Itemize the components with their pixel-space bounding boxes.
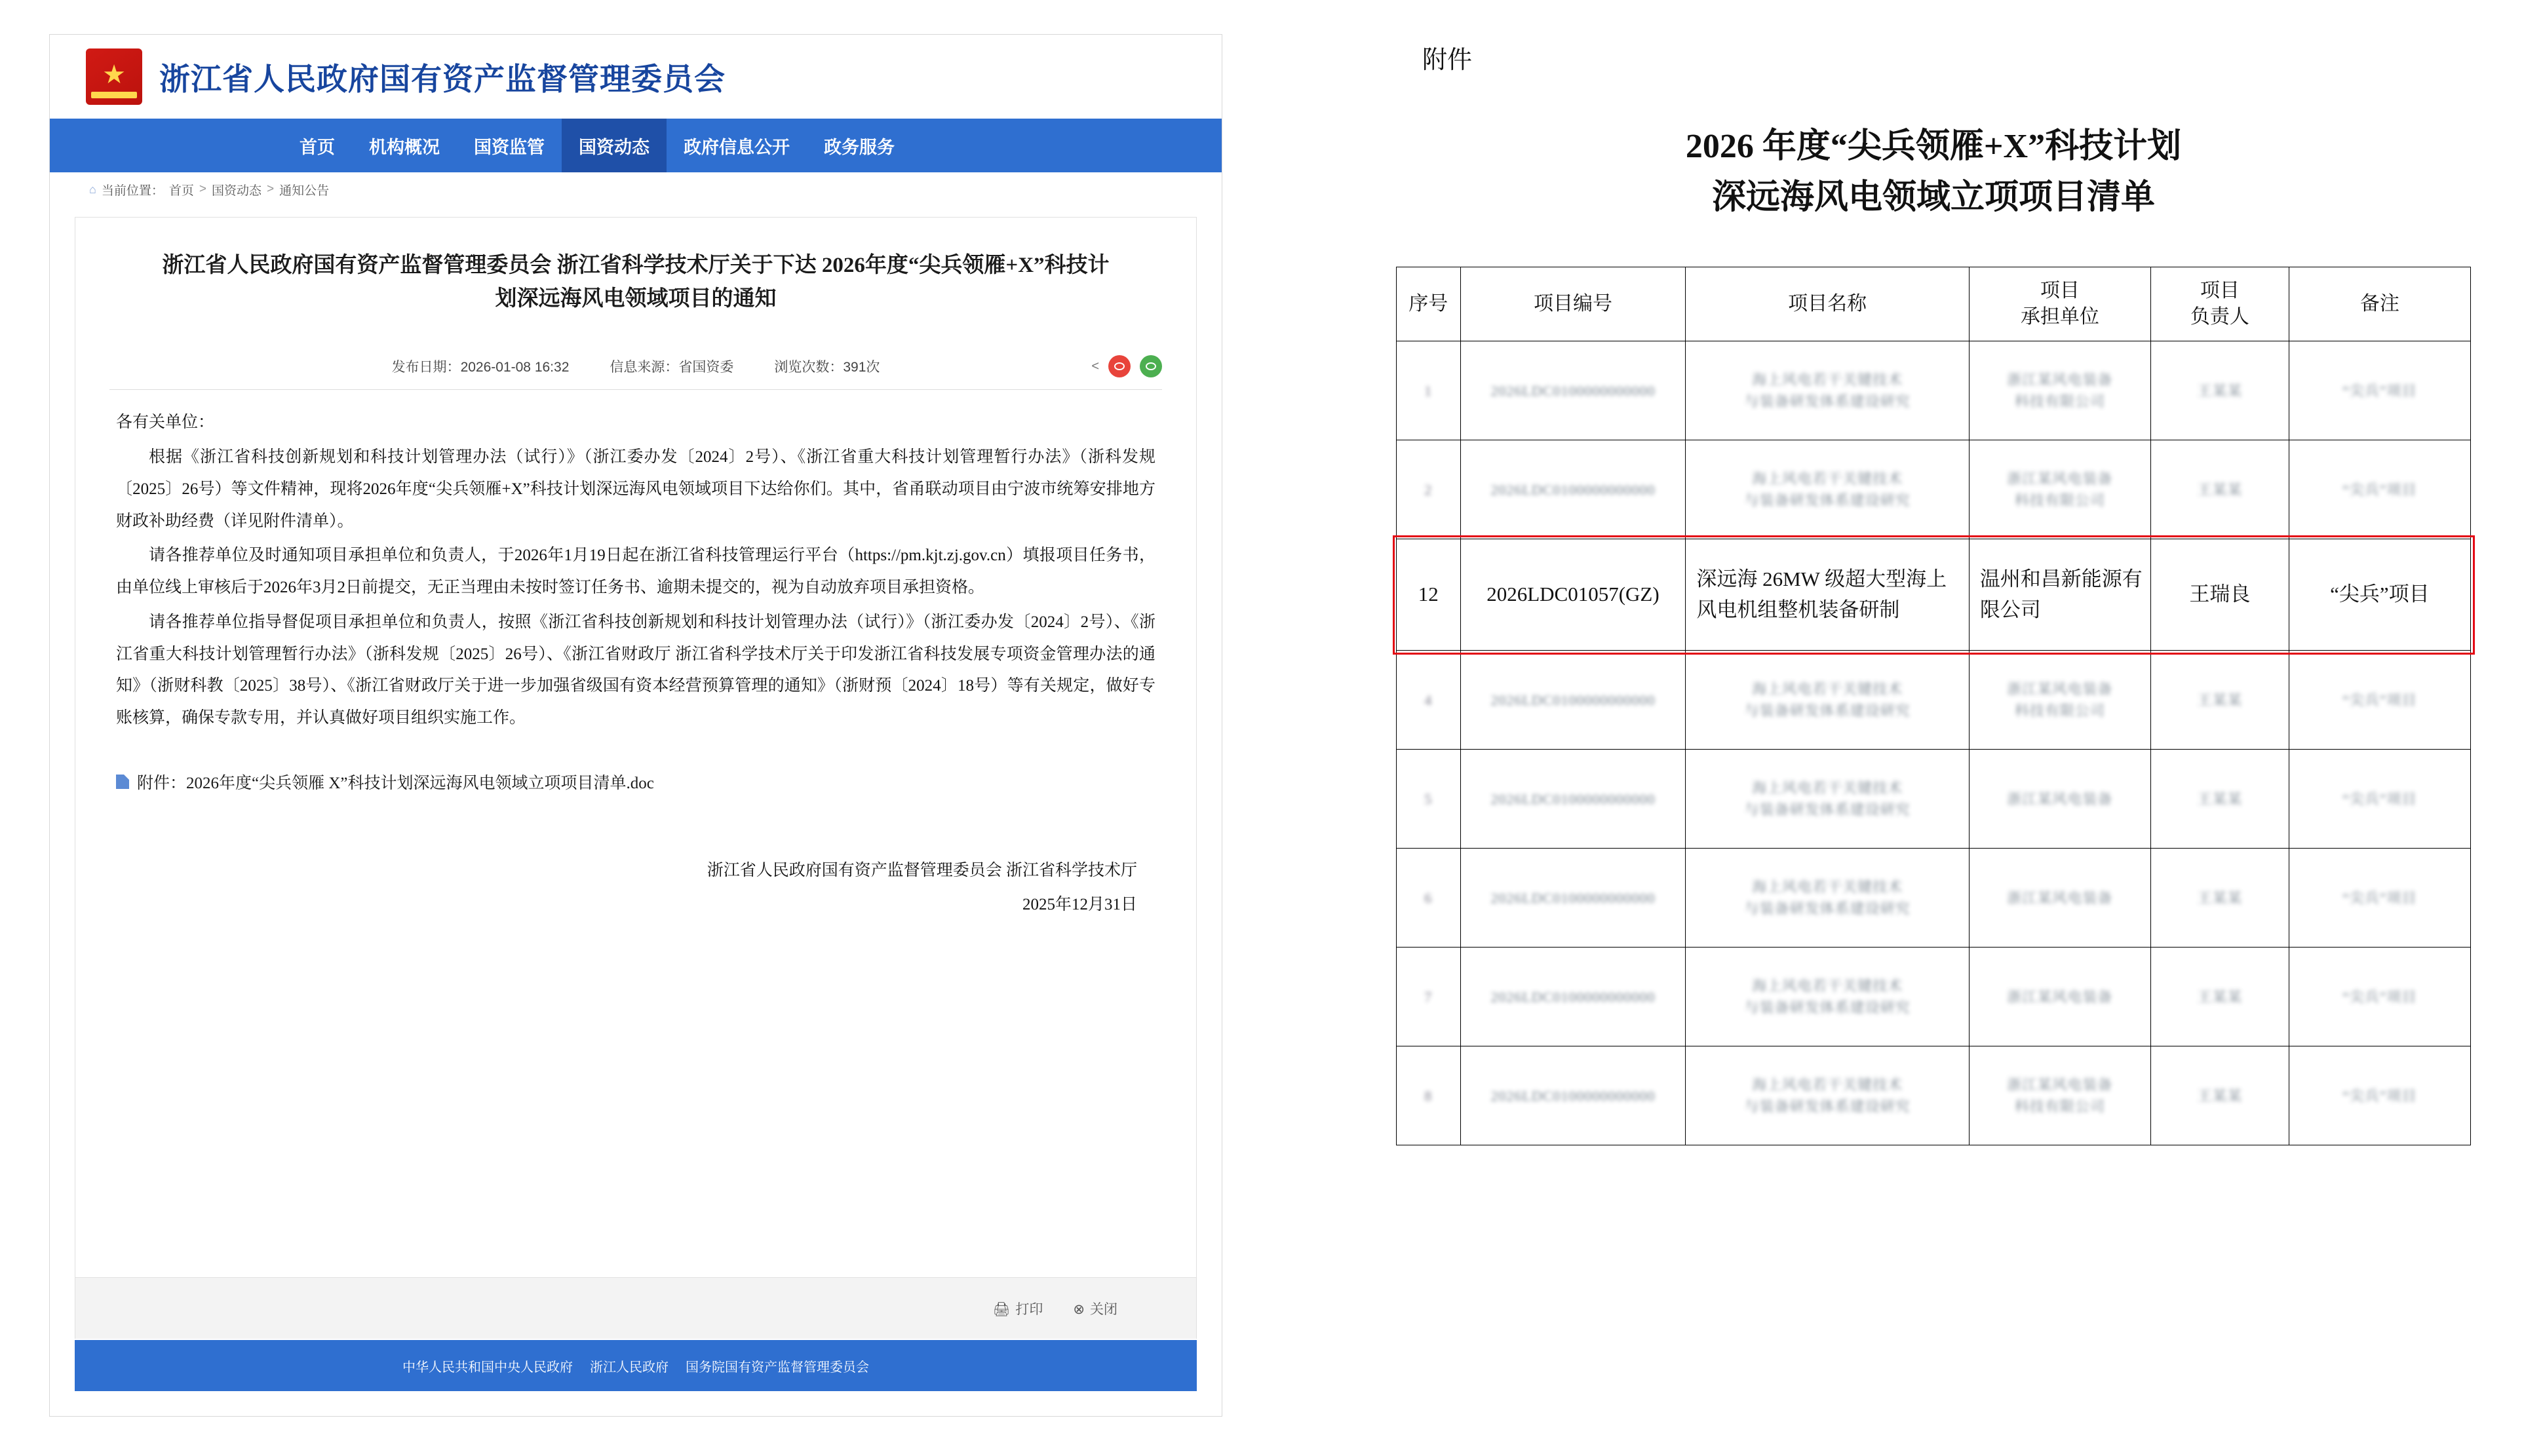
attachment-title-line1: 2026 年度“尖兵领雁+X”科技计划 [1685,128,2182,165]
signature-date: 2025年12月31日 [1022,896,1137,914]
header-name: 项目名称 [1686,267,1969,341]
article-card [75,217,1197,1339]
cell-no: 8 [1397,1046,1461,1145]
document-icon [116,775,129,789]
cell-no: 2 [1397,440,1461,539]
cell-name: 海上风电若干关键技术 与装备研发体系建设研究 [1686,651,1969,750]
nav-item-services[interactable]: 政务服务 [824,137,895,157]
cell-name: 海上风电若干关键技术 与装备研发体系建设研究 [1686,440,1969,539]
nav-item-news[interactable]: 国资动态 [562,119,667,172]
main-navigation[interactable] [50,119,1222,172]
project-list-table [1396,267,2471,1145]
table-row [1397,1046,2471,1145]
cell-note: “尖兵”项目 [2289,440,2470,539]
close-icon: ⊗ [1073,1301,1085,1317]
share-icon[interactable]: < [1091,358,1099,374]
printer-icon: 🖨 [992,1301,1011,1317]
cell-person: 王某某 [2151,341,2289,440]
share-group[interactable] [1091,355,1162,377]
header-note: 备注 [2289,267,2470,341]
header-person: 项目 负责人 [2151,267,2289,341]
cell-person: 王某某 [2151,1046,2289,1145]
cell-person: 王某某 [2151,948,2289,1046]
table-row [1397,341,2471,440]
header-code: 项目编号 [1460,267,1686,341]
article-title [75,218,1196,316]
breadcrumb-item-0[interactable]: 首页 [168,183,194,198]
cell-code: 2026LDC0100000000000 [1460,948,1686,1046]
cell-code: 2026LDC0100000000000 [1460,341,1686,440]
body-paragraph-1: 根据《浙江省科技创新规划和科技计划管理办法（试行）》（浙江委办发〔2024〕2号）、《浙江省重大科技计划管理暂行办法》（浙科发规〔2025〕26号）等文件精神，现将2026年度“尖兵领雁+X”科技计划深远海风电领域项目下达给你们。其中，省甬联动项目由宁波市统筹安排地方财政补助经费（详见附件清单）。 [116,448,1155,530]
body-paragraph-2: 请各推荐单位及时通知项目承担单位和负责人，于2026年1月19日起在浙江省科技管理运行平台（https://pm.kjt.zj.gov.cn）填报项目任务书，由单位线上审核后于2026年3月2日前提交，无正当理由未按时签订任务书、逾期未提交的，视为自动放弃项目承担资格。 [116,546,1155,597]
article-meta [109,342,1162,390]
print-button[interactable]: 🖨 打印 [992,1301,1043,1317]
cell-note: “尖兵”项目 [2289,948,2470,1046]
breadcrumb-separator-2: > [267,182,275,196]
attachment-document [1363,39,2504,1415]
cell-person: 王瑞良 [2151,539,2289,651]
site-title: 浙江省人民政府国有资产监督管理委员会 [159,62,726,97]
site-header [50,35,1222,119]
nav-item-org-overview[interactable]: 机构概况 [369,137,440,157]
national-emblem-icon [86,48,142,105]
cell-name: 海上风电若干关键技术 与装备研发体系建设研究 [1686,341,1969,440]
cell-no: 12 [1397,539,1461,651]
cell-no: 7 [1397,948,1461,1046]
breadcrumb-item-1[interactable]: 国资动态 [212,183,262,198]
nav-item-supervision[interactable]: 国资监管 [474,137,545,157]
close-button[interactable]: ⊗ 关闭 [1073,1301,1117,1317]
attachment-title [1363,121,2504,223]
cell-note: “尖兵”项目 [2289,750,2470,849]
footer-link-0[interactable]: 中华人民共和国中央人民政府 [402,1360,573,1375]
body-paragraph-3: 请各推荐单位指导督促项目承担单位和负责人，按照《浙江省科技创新规划和科技计划管理办法（试行）》（浙江委办发〔2024〕2号）、《浙江省重大科技计划管理暂行办法》（浙科发规〔2025〕26号）、《浙江省财政厅 浙江省科学技术厅关于印发浙江省科技发展专项资金管理办法的通知》（浙财科教〔2025〕38号）、《浙江省财政厅关于进一步加强省级国有资本经营预算管理的通知》（浙财预〔2024〕18号）等有关规定，做好专账核算，确保专款专用，并认真做好项目组织实施工作。 [116,613,1155,727]
cell-note: “尖兵”项目 [2289,341,2470,440]
attachment-label[interactable]: 附件：2026年度“尖兵领雁 X”科技计划深远海风电领域立项项目清单.doc [137,774,654,792]
header-unit: 项目 承担单位 [1969,267,2150,341]
cell-note: “尖兵”项目 [2289,1046,2470,1145]
cell-code: 2026LDC0100000000000 [1460,440,1686,539]
cell-no: 1 [1397,341,1461,440]
gov-website-screenshot [49,34,1222,1417]
highlighted-project-row [1397,539,2471,651]
cell-unit: 浙江某风电装备 科技有限公司 [1969,341,2150,440]
article-body [75,407,1196,735]
cell-unit: 浙江某风电装备 [1969,750,2150,849]
table-row [1397,948,2471,1046]
table-row [1397,440,2471,539]
table-row [1397,849,2471,948]
cell-unit: 浙江某风电装备 科技有限公司 [1969,651,2150,750]
cell-person: 王某某 [2151,440,2289,539]
article-action-bar[interactable] [75,1277,1196,1339]
cell-unit: 浙江某风电装备 [1969,849,2150,948]
article-title-line2: 划深远海风电领域项目的通知 [495,287,777,311]
nav-item-home[interactable]: 首页 [300,137,335,157]
home-icon: ⌂ [89,182,96,196]
view-count: 浏览次数：391次 [774,360,880,375]
cell-code: 2026LDC01057(GZ) [1460,539,1686,651]
signature-block [75,854,1196,923]
source: 信息来源：省国资委 [610,360,734,375]
cell-unit: 浙江某风电装备 科技有限公司 [1969,1046,2150,1145]
article-title-line1: 浙江省人民政府国有资产监督管理委员会 浙江省科学技术厅关于下达 2026年度“尖兵领雁+X”科技计 [162,254,1110,277]
cell-code: 2026LDC0100000000000 [1460,849,1686,948]
table-row [1397,651,2471,750]
cell-unit: 浙江某风电装备 科技有限公司 [1969,440,2150,539]
nav-item-gov-info[interactable]: 政府信息公开 [684,137,790,157]
cell-no: 4 [1397,651,1461,750]
table-header-row [1397,267,2471,341]
cell-note: “尖兵”项目 [2289,651,2470,750]
breadcrumb-prefix: 当前位置： [101,183,164,198]
attachment-link[interactable] [75,770,1196,794]
breadcrumb [50,172,1222,206]
site-footer [75,1340,1197,1391]
cell-person: 王某某 [2151,849,2289,948]
footer-link-2[interactable]: 国务院国有资产监督管理委员会 [686,1360,869,1375]
attachment-heading: 附件 [1422,47,1473,74]
cell-name: 海上风电若干关键技术 与装备研发体系建设研究 [1686,1046,1969,1145]
cell-name: 海上风电若干关键技术 与装备研发体系建设研究 [1686,750,1969,849]
signature-org: 浙江省人民政府国有资产监督管理委员会 浙江省科学技术厅 [707,861,1137,879]
cell-no: 6 [1397,849,1461,948]
breadcrumb-separator: > [199,182,207,196]
cell-name: 海上风电若干关键技术 与装备研发体系建设研究 [1686,948,1969,1046]
table-row [1397,750,2471,849]
cell-code: 2026LDC0100000000000 [1460,651,1686,750]
publish-date: 发布日期：2026-01-08 16:32 [391,360,570,375]
breadcrumb-item-2[interactable]: 通知公告 [279,183,330,198]
cell-person: 王某某 [2151,750,2289,849]
weibo-share-icon[interactable] [1108,355,1131,377]
cell-note: “尖兵”项目 [2289,539,2470,651]
cell-name: 海上风电若干关键技术 与装备研发体系建设研究 [1686,849,1969,948]
footer-link-1[interactable]: 浙江人民政府 [590,1360,669,1375]
cell-code: 2026LDC0100000000000 [1460,1046,1686,1145]
cell-no: 5 [1397,750,1461,849]
cell-name: 深远海 26MW 级超大型海上风电机组整机装备研制 [1686,539,1969,651]
cell-note: “尖兵”项目 [2289,849,2470,948]
body-paragraph-0: 各有关单位： [116,413,215,432]
cell-unit: 温州和昌新能源有限公司 [1969,539,2150,651]
header-no: 序号 [1397,267,1461,341]
attachment-title-line2: 深远海风电领域立项项目清单 [1711,179,2155,216]
wechat-share-icon[interactable] [1140,355,1162,377]
cell-person: 王某某 [2151,651,2289,750]
cell-code: 2026LDC0100000000000 [1460,750,1686,849]
cell-unit: 浙江某风电装备 [1969,948,2150,1046]
table-body [1397,341,2471,1145]
